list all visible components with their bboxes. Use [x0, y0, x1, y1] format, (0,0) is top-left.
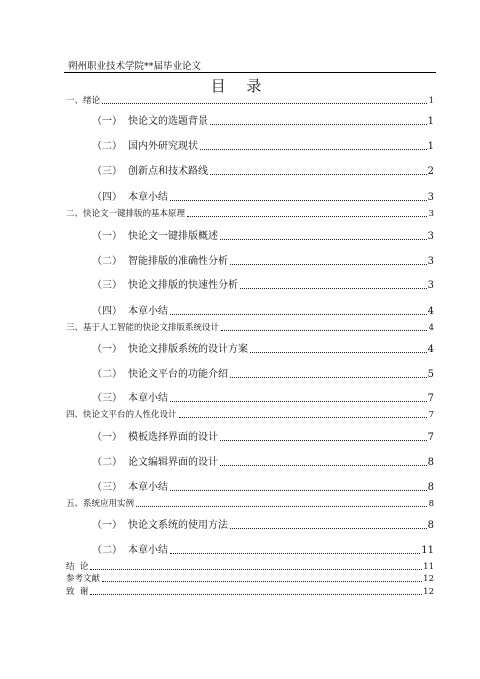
toc-entry-page: 4	[427, 306, 434, 317]
toc-dot-leader	[250, 352, 427, 353]
toc-entry-page: 2	[427, 166, 434, 177]
toc-dot-leader	[170, 490, 427, 491]
toc-dot-leader	[210, 124, 427, 125]
toc-entry-label: 参考文献	[66, 574, 101, 584]
toc-entry[interactable]	[92, 370, 434, 380]
toc-entry-page: 5	[427, 369, 434, 380]
toc-entry-label: 绪论	[83, 96, 101, 106]
toc-dot-leader	[170, 401, 427, 402]
toc-dot-leader	[220, 239, 427, 240]
toc-entry-number: （一）	[92, 116, 122, 127]
toc-entry[interactable]	[66, 575, 434, 584]
toc-entry-page: 8	[427, 457, 434, 468]
toc-entry-number: （一）	[92, 520, 122, 531]
toc-entry-number: 一、	[66, 96, 84, 106]
toc-dot-leader	[170, 200, 427, 201]
toc-entry[interactable]	[92, 433, 434, 443]
toc-dot-leader	[170, 553, 420, 554]
toc-entry[interactable]	[92, 307, 434, 317]
toc-entry-page: 11	[421, 545, 434, 556]
toc-entry-page: 1	[427, 141, 434, 152]
toc-entry-label: 结 论	[66, 562, 89, 572]
toc-entry[interactable]	[92, 458, 434, 468]
toc-entry-label: 快论文系统的使用方法	[128, 520, 228, 531]
toc-entry[interactable]	[92, 167, 434, 177]
toc-entry[interactable]	[92, 281, 434, 291]
toc-entry-label: 快论文的选题背景	[128, 116, 208, 127]
toc-entry[interactable]	[92, 546, 434, 556]
toc-entry-number: （三）	[92, 482, 122, 493]
toc-entry-label: 模板选择界面的设计	[128, 432, 218, 443]
toc-entry[interactable]	[66, 97, 434, 106]
toc-dot-leader	[230, 377, 427, 378]
toc-entry-number: 二、	[66, 209, 84, 219]
toc-entry-page: 4	[428, 323, 434, 333]
toc-dot-leader	[136, 506, 427, 507]
toc-entry-page: 7	[428, 410, 434, 420]
toc-entry-label: 国内外研究现状	[128, 141, 198, 152]
toc-dot-leader	[102, 103, 427, 104]
toc-dot-leader	[221, 330, 427, 331]
toc-dot-leader	[230, 264, 427, 265]
toc-entry-number: 四、	[66, 410, 84, 420]
toc-entry-label: 快论文平台的功能介绍	[128, 369, 228, 380]
toc-entry-page: 8	[427, 482, 434, 493]
toc-entry-number: （二）	[92, 457, 122, 468]
toc-entry-number: （一）	[92, 231, 122, 242]
toc-dot-leader	[187, 216, 427, 217]
toc-entry-number: （二）	[92, 369, 122, 380]
toc-dot-leader	[220, 440, 427, 441]
toc-entry-label: 系统应用实例	[83, 499, 135, 509]
toc-entry-number: （二）	[92, 545, 122, 556]
toc-entry-label: 快论文排版系统的设计方案	[128, 344, 248, 355]
toc-entry[interactable]	[92, 345, 434, 355]
toc-entry[interactable]	[66, 411, 434, 420]
toc-entry[interactable]	[92, 521, 434, 531]
toc-entry[interactable]	[66, 563, 434, 572]
toc-dot-leader	[102, 581, 422, 582]
toc-entry-label: 快论文一键排版的基本原理	[83, 209, 186, 219]
toc-entry-number: （三）	[92, 280, 122, 291]
toc-entry[interactable]	[92, 117, 434, 127]
toc-entry[interactable]	[66, 210, 434, 219]
toc-dot-leader	[179, 417, 427, 418]
toc-entry[interactable]	[92, 232, 434, 242]
toc-entry-page: 8	[427, 520, 434, 531]
toc-entry-label: 本章小结	[128, 306, 168, 317]
toc-entry-page: 8	[428, 499, 434, 509]
toc-entry[interactable]	[92, 142, 434, 152]
toc-entry[interactable]	[92, 483, 434, 493]
page-header: 朔州职业技术学院**届毕业论文	[68, 61, 202, 72]
toc-entry-label: 创新点和技术路线	[128, 166, 208, 177]
toc-entry-number: 五、	[66, 499, 84, 509]
toc-entry-label: 智能排版的准确性分析	[128, 256, 228, 267]
toc-entry-page: 11	[423, 562, 434, 572]
toc-dot-leader	[230, 528, 427, 529]
toc-entry-page: 3	[427, 192, 434, 203]
toc-entry-page: 1	[428, 96, 434, 106]
toc-entry-number: （三）	[92, 393, 122, 404]
toc-dot-leader	[220, 465, 427, 466]
toc-entry-page: 7	[427, 432, 434, 443]
toc-entry-number: （四）	[92, 192, 122, 203]
toc-dot-leader	[90, 594, 422, 595]
toc-entry[interactable]	[66, 324, 434, 333]
toc-entry-page: 1	[427, 116, 434, 127]
toc-entry-number: （三）	[92, 166, 122, 177]
toc-entry-page: 12	[423, 574, 434, 584]
toc-entry-label: 基于人工智能的快论文排版系统设计	[83, 323, 220, 333]
toc-entry-page: 4	[427, 344, 434, 355]
toc-entry[interactable]	[66, 500, 434, 509]
toc-entry-label: 本章小结	[128, 393, 168, 404]
toc-entry-page: 3	[427, 231, 434, 242]
toc-entry-label: 致 谢	[66, 587, 89, 597]
toc-entry[interactable]	[92, 257, 434, 267]
toc-entry-label: 本章小结	[128, 482, 168, 493]
toc-entry-page: 7	[427, 393, 434, 404]
toc-dot-leader	[210, 174, 427, 175]
toc-entry-number: （一）	[92, 432, 122, 443]
toc-entry[interactable]	[92, 394, 434, 404]
toc-entry-page: 12	[423, 587, 434, 597]
toc-entry[interactable]	[92, 193, 434, 203]
toc-title: 目 录	[210, 77, 270, 95]
toc-entry-page: 3	[427, 256, 434, 267]
toc-entry-label: 快论文一键排版概述	[128, 231, 218, 242]
toc-entry-number: （二）	[92, 141, 122, 152]
toc-dot-leader	[90, 569, 422, 570]
toc-entry-page: 3	[427, 280, 434, 291]
toc-entry-page: 3	[428, 209, 434, 219]
toc-dot-leader	[170, 314, 427, 315]
toc-entry-label: 快论文排版的快速性分析	[128, 280, 238, 291]
toc-entry-label: 本章小结	[128, 545, 168, 556]
toc-dot-leader	[200, 149, 427, 150]
toc-entry-label: 本章小结	[128, 192, 168, 203]
toc-dot-leader	[240, 288, 427, 289]
toc-entry-label: 快论文平台的人性化设计	[83, 410, 177, 420]
toc-entry-number: （二）	[92, 256, 122, 267]
toc-entry-number: （四）	[92, 306, 122, 317]
toc-entry[interactable]	[66, 588, 434, 597]
toc-entry-number: （一）	[92, 344, 122, 355]
toc-entry-label: 论文编辑界面的设计	[128, 457, 218, 468]
toc-entry-number: 三、	[66, 323, 84, 333]
